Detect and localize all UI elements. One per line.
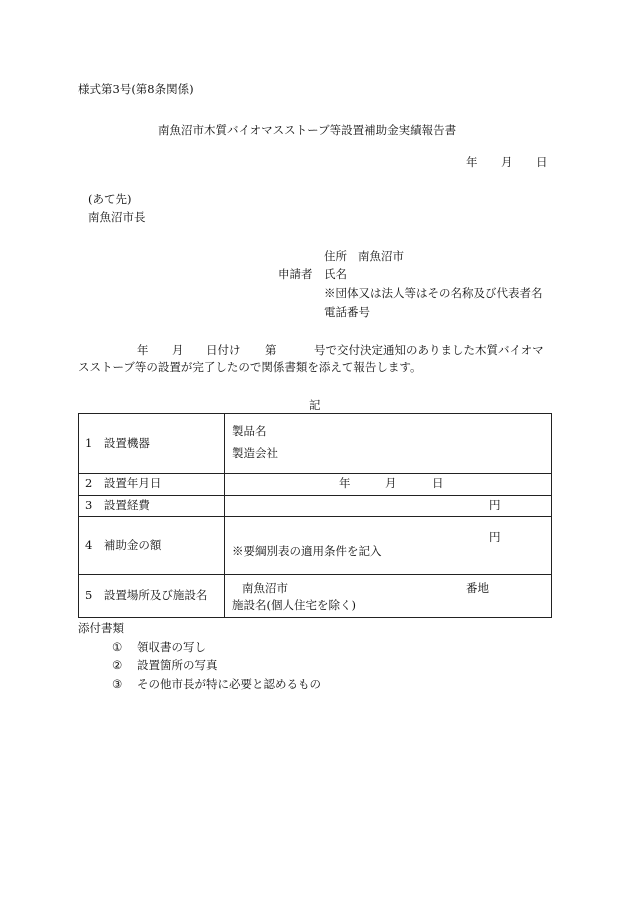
install-cost-yen: 円 [489,498,501,512]
page-title: 南魚沼市木質バイオマスストーブ等設置補助金実績報告書 [158,123,457,137]
row-label-equipment: 1 設置機器 [85,436,150,450]
organization-note: ※団体又は法人等はその名称及び代表者名 [324,286,543,300]
attachment-item: 領収書の写し [137,640,206,654]
row-label-install-cost: 3 設置経費 [85,498,150,512]
attachment-number: ② [112,658,123,672]
attachment-number: ③ [112,677,123,691]
attachment-item: 設置箇所の写真 [137,658,218,672]
attachment-number: ① [112,640,123,654]
applicant-role: 申請者 [278,267,313,281]
location-city: 南魚沼市 [242,581,288,595]
ref-year: 年 [137,343,149,357]
ref-go: 号で交付決定通知のありました木質バイオマ [314,343,544,357]
body-line-2: スストーブ等の設置が完了したので関係書類を添えて報告します。 [78,360,422,374]
table-row-divider [79,473,551,474]
ref-date: 日付け [206,343,241,357]
form-number: 様式第3号(第8条関係) [78,82,194,96]
details-table [78,413,552,618]
attachment-item: その他市長が特に必要と認めるもの [137,677,321,691]
row-label-subsidy-amount: 4 補助金の額 [85,538,162,552]
name-label: 氏名 [324,267,347,281]
table-row-divider [79,516,551,517]
address-value: 南魚沼市 [358,249,404,263]
date-month: 月 [501,155,513,169]
date-day: 日 [536,155,548,169]
install-year: 年 [339,476,351,490]
row-label-location: 5 設置場所及び施設名 [85,588,208,602]
addressee-prefix: (あて先) [88,192,132,206]
table-row-divider [79,574,551,575]
addressee-name: 南魚沼市長 [88,210,146,224]
facility-name-label: 施設名(個人住宅を除く) [232,598,356,612]
ki-heading: 記 [309,398,321,412]
address-label: 住所 [324,249,347,263]
row-label-install-date: 2 設置年月日 [85,476,162,490]
phone-label: 電話番号 [324,305,370,319]
subsidy-yen: 円 [489,530,501,544]
table-row-divider [79,495,551,496]
product-name-label: 製品名 [232,424,267,438]
attachments-heading: 添付書類 [78,621,124,635]
date-year: 年 [466,155,478,169]
ref-month: 月 [172,343,184,357]
subsidy-note: ※要綱別表の適用条件を記入 [232,544,382,558]
ref-dai: 第 [265,343,277,357]
install-day: 日 [432,476,444,490]
location-banchi: 番地 [466,581,489,595]
manufacturer-label: 製造会社 [232,446,278,460]
install-month: 月 [385,476,397,490]
